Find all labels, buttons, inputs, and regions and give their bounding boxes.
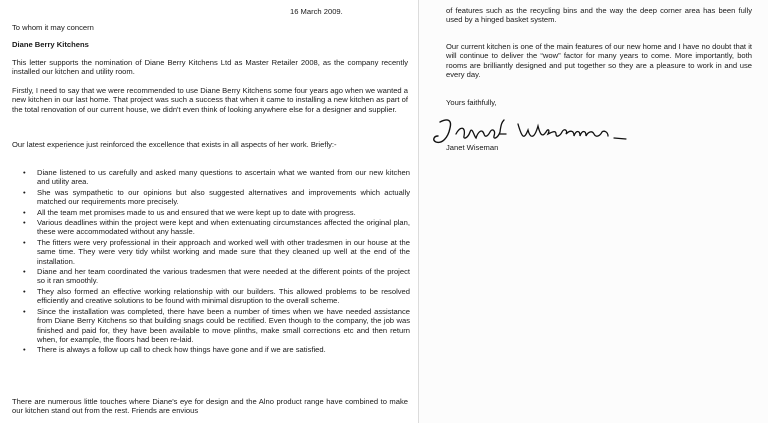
bullet-list — [12, 168, 410, 356]
paragraph-touches-continued: of features such as the recycling bins and the way the deep corner area has been fully used by a hinged basket system. — [446, 6, 752, 25]
list-item-text: The fitters were very professional in their approach and worked well with other tradesmen in our house at the same time. They were very tidy whilst working and made sure that they cleaned up well at the end of the installation. — [37, 237, 410, 266]
signer-name: Janet Wiseman — [446, 143, 499, 152]
bullet-icon: • — [23, 207, 26, 217]
list-item — [12, 208, 410, 217]
list-item — [12, 307, 410, 345]
list-item-text: Since the installation was completed, there have been a number of times when we have needed assistance from Diane Berry Kitchens so that building snags could be rectified. Even though to the company, the job was finished and paid for, they have been available to move plinths, make small corrections etc and then return when, for example, the floors had been re-laid. — [37, 306, 410, 344]
list-item-text: Diane listened to us carefully and asked many questions to ascertain what we wanted from our new kitchen and utility area. — [37, 168, 410, 187]
paragraph-experience: Our latest experience just reinforced the excellence that exists in all aspects of her work. Briefly:- — [12, 140, 337, 149]
bullet-icon: • — [23, 168, 26, 177]
list-item — [12, 238, 410, 266]
paragraph-conclusion: Our current kitchen is one of the main features of our new home and I have no doubt that it will continue to deliver the “wow” factor for many years to come. More importantly, both rooms are brilliantly designed and put together so they are a pleasure to work in and use every day. — [446, 42, 752, 80]
page-fold-divider — [418, 0, 419, 423]
paragraph-touches: There are numerous little touches where Diane's eye for design and the Alno product range have combined to make our kitchen stand out from the rest. Friends are envious — [12, 397, 408, 416]
list-item — [12, 287, 410, 306]
bullet-icon: • — [23, 267, 26, 277]
list-item — [12, 188, 410, 207]
list-item — [12, 218, 410, 237]
list-item — [12, 168, 410, 187]
bullet-icon: • — [23, 306, 26, 316]
list-item-text: There is always a follow up call to check how things have gone and if we are satisfied. — [37, 345, 326, 355]
bullet-icon: • — [23, 286, 26, 296]
letter-date: 16 March 2009. — [290, 7, 343, 16]
list-item-text: Diane and her team coordinated the various tradesmen that were needed at the different points of the project so it ran smoothly. — [37, 267, 410, 286]
list-item-text: They also formed an effective working relationship with our builders. This allowed problems to be resolved efficiently and creative solutions to be found with minimal disruption to the overall scheme. — [37, 286, 410, 306]
bullet-icon: • — [23, 237, 26, 247]
bullet-icon: • — [23, 345, 26, 355]
paragraph-history: Firstly, I need to say that we were recommended to use Diane Berry Kitchens some four years ago when we wanted a new kitchen in our last home. That project was such a success that when it came to installing a new kitchen as part of the total renovation of our current house, we didn't even think of looking anywhere else for a designer and supplier. — [12, 86, 408, 114]
list-item — [12, 345, 410, 354]
letter-subject: Diane Berry Kitchens — [12, 40, 89, 49]
list-item-text: She was sympathetic to our opinions but also suggested alternatives and improvements which actually matched our requirements more precisely. — [37, 187, 410, 207]
list-item-text: Various deadlines within the project were kept and when extenuating circumstances affected the original plan, these were accommodated without any hassle. — [37, 218, 410, 237]
closing-phrase: Yours faithfully, — [446, 98, 497, 107]
bullet-icon: • — [23, 218, 26, 228]
list-item — [12, 267, 410, 286]
bullet-icon: • — [23, 187, 26, 197]
paragraph-nomination: This letter supports the nomination of Diane Berry Kitchens Ltd as Master Retailer 2008, as the company recently installed our kitchen and utility room. — [12, 58, 408, 77]
salutation: To whom it may concern — [12, 23, 94, 32]
list-item-text: All the team met promises made to us and ensured that we were kept up to date with progress. — [37, 207, 356, 217]
